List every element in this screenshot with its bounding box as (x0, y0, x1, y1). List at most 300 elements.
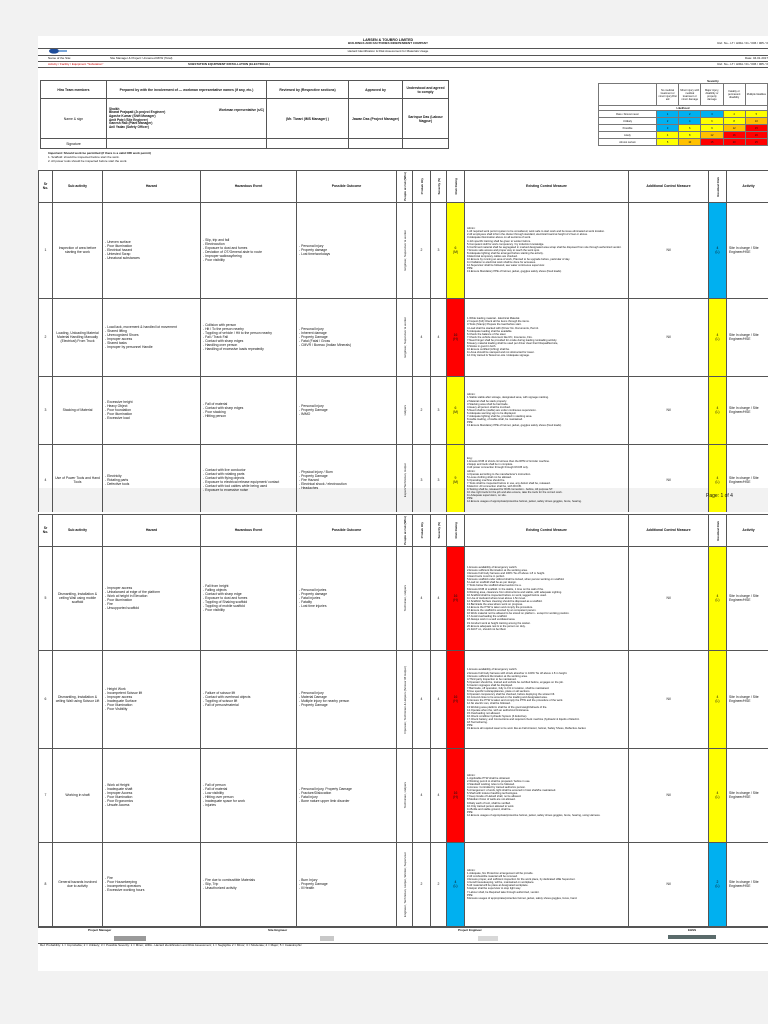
company-division: BUILDINGS AND FACTORIES INDEPENDENT COMPANY (348, 41, 428, 45)
residual-value: 4 (716, 594, 719, 599)
col-sev-label: Severity (S) (436, 178, 441, 195)
activity-cell (53, 202, 103, 298)
control-item: 8.Ensure RCB of scaffold. In the stable, 1 time on the wall of the. (467, 587, 544, 591)
sr-value: 7 (44, 793, 47, 798)
hazard-item: - Excessive working hours (105, 888, 145, 893)
ref-number: Ref. No.- LT / HIRA / 01 / 006 / 005 / 0 (717, 41, 768, 45)
col-sev (431, 515, 447, 547)
outcome-item: - Physical injury / Burn (299, 470, 333, 475)
control-item: 4.Hand tools must be in perfect. (467, 575, 505, 579)
col-event: Hazardous Event (201, 171, 297, 203)
hira-table-page-2 (38, 514, 768, 927)
activity-cell (53, 376, 103, 444)
control-item: Admin: (467, 868, 476, 872)
event-item: - Hit / To the person nearby (203, 327, 244, 332)
event-item: - Fall of material (203, 787, 228, 792)
additional-cell (629, 842, 709, 926)
approver-name: Jawan Das (Project Manager) (349, 99, 403, 139)
hazard-item: - Incompetent Scissor lift (105, 691, 143, 696)
page-number: Page: 1 of 4 (706, 493, 733, 499)
activity-cell (53, 748, 103, 842)
project-manager-label: Project Manager (88, 928, 112, 932)
additional-value: Nil (666, 248, 671, 253)
project-manager-line: Site Manager & Project: Unnamed RFW (Total) (110, 56, 173, 60)
hazard-cell (103, 748, 201, 842)
additional-value: Nil (666, 793, 671, 798)
col-residual-label: Residual Risk (715, 520, 720, 541)
control-item: 10.Ensure certified (Lifting) shall be. (467, 348, 510, 352)
control-item: 5.All material will be place at designated workplace. (467, 884, 529, 888)
event-item: - Electrocution (203, 242, 225, 247)
col-prob (413, 171, 431, 203)
matrix-cell: 4 (679, 118, 701, 125)
control-item: 4.Third party Inspection to be maintained. (467, 677, 517, 681)
event-item: - Slip, Trip (203, 882, 219, 887)
col-prob (413, 515, 431, 547)
event-cell (201, 650, 297, 748)
event-item: - Hitting person (203, 414, 226, 419)
col-person-label: People at risk (Who) (402, 516, 407, 545)
hazard-item: - Work at Height (105, 783, 130, 788)
control-item: 3.Tools (Stamp) Prepare the load before start. (467, 323, 522, 327)
person-value: Engineer, Supervisor & worker (402, 230, 407, 271)
hazard-item: - Fire (105, 876, 113, 881)
hazard-item: - Unsupported scaffold (105, 606, 140, 611)
control-item: 12.Ensure usages of appropriate/protective helmet, jacket, safety shoes goggles, fence, hearing, using Harness. (467, 813, 601, 817)
name-sign-label: Name & sign (41, 99, 107, 139)
matrix-cell: 12 (723, 125, 745, 132)
hazard-item: - Unsafe Access (105, 803, 130, 808)
hazard-item: - Poor Ergonomics (105, 799, 134, 804)
signature-label: Signature (41, 139, 107, 149)
hazard-item: - Poor Housekeeping (105, 880, 137, 885)
outcome-item: - Personal Injuries (299, 588, 327, 593)
control-item: 21.FACT on, should not be lifted. (467, 627, 507, 631)
control-item: 12.Supervisor shall be followed, see water continuous supervisor. (467, 264, 545, 268)
outcome-item: - Ill Health (299, 886, 315, 891)
prepared-header: Prepared by with the involvement of — workman representative names (if any, etc.) (107, 81, 267, 99)
table-row (39, 842, 768, 926)
control-item: 12.Scaffold: Surface cleaning should be disposed as a scaffold. (467, 599, 543, 603)
outcome-item: - Fatal injuries (299, 596, 321, 601)
sr-value: 1 (44, 248, 47, 253)
col-hazard: Hazard (103, 515, 201, 547)
risk-value: 16 (453, 594, 458, 599)
control-item: 10.Use right tools for the job and also ensure, take the tools for the correct work. (467, 491, 563, 495)
residual-value: 4 (716, 695, 719, 700)
col-person (397, 171, 413, 203)
divider (38, 61, 768, 62)
control-item: 18.Tool tethering. (467, 721, 488, 724)
control-item: 2.Working permit to shall be prepared / before in use. (467, 779, 531, 783)
residual-cell (709, 202, 727, 298)
outcome-item: - Lost time/workdays (299, 252, 331, 257)
outcome-cell (297, 202, 397, 298)
activity-cell (53, 546, 103, 650)
team-names (107, 99, 267, 139)
control-item: 5.Competent skill for work competency / by induction knowledge. (467, 242, 545, 246)
hazard-item: - Improper access (105, 695, 133, 700)
sr-value: 6 (44, 697, 47, 702)
note-title: Important: Should work be permitted (if there is a valid ORI work permit) (48, 151, 151, 155)
control-item: 1.All required work permit system to be considered, work safe to start work and be issue eliminated at work location. (467, 230, 605, 234)
person-cell (397, 748, 413, 842)
table-row (39, 546, 768, 650)
hazard-item: - Poor foundation (105, 408, 132, 413)
hazard-item: - Unrecognized Shoes (105, 333, 139, 338)
team-header: Hira Team members (41, 81, 107, 99)
page-2 (38, 512, 768, 971)
team-member: Amit Patel (Site Engineer) (109, 117, 148, 122)
event-item: - Fall of person (203, 783, 226, 788)
likelihood-row: Possible (599, 125, 657, 132)
sr-cell (39, 202, 53, 298)
risk-tag: (L) (453, 884, 458, 889)
control-item: 13.Ensure Mandatory PPE of helmet, jacket, goggles safety shoes (fixed loads) (467, 424, 562, 428)
control-item: 7.Tools shall be inspected before in use, any defect shall be, released. (467, 481, 551, 485)
col-residual (709, 171, 727, 203)
event-item: - Handling of excessive loads repeatedly (203, 347, 264, 352)
control-item: 10.Ground close to be ensured on the loading and designated area. (467, 696, 548, 700)
event-item: - Unauthorized activity (203, 886, 237, 891)
control-item: Admin: (467, 393, 476, 397)
event-cell (201, 748, 297, 842)
residual-value: 4 (716, 791, 719, 796)
matrix-cell: 1 (657, 111, 679, 118)
matrix-cell: 4 (723, 111, 745, 118)
hazard-item: - Electrical hazard (105, 248, 133, 253)
form-title: Hazard Identification & Risk Assessment for Materials Usage (347, 49, 429, 53)
matrix-cell: 10 (679, 139, 701, 146)
control-item: 13.Working area platform shall be of the good weight/wheels of the. (467, 705, 548, 709)
responsibility-cell (727, 842, 768, 926)
outcome-item: - Burn Injury (299, 878, 318, 883)
note-2: 2. All power tools should be inspected before start the work. (48, 159, 128, 163)
risk-value: 9 (454, 476, 457, 481)
person-value: Helpers (402, 405, 407, 416)
person-cell (397, 202, 413, 298)
control-item: 2.All combustible material will be removed. (467, 875, 518, 879)
controls-cell (465, 202, 629, 298)
event-item: - Contact with rotating parts (203, 472, 245, 477)
additional-cell (629, 546, 709, 650)
additional-value: Nil (666, 596, 671, 601)
outcome-item: - Personal Injury (299, 404, 324, 409)
outcome-item: - Inherent damage (299, 331, 327, 336)
hazard-cell (103, 546, 201, 650)
table-row (39, 202, 768, 298)
risk-cell (447, 444, 465, 516)
outcome-item: - Property Damage (299, 408, 328, 413)
residual-tag: (L) (715, 795, 720, 800)
risk-value: 16 (453, 791, 458, 796)
control-item: 1.Ensure availability of Emergency switch. (467, 668, 518, 672)
outcome-item: - Electrical shock / electrocution (299, 482, 347, 487)
sev-cell (431, 376, 447, 444)
event-item: - Contact with tool cables while being used (203, 484, 268, 489)
activity-value: Loading, Unloading Material Material Handling Manually (Electrical) From Truck (56, 331, 99, 344)
sr-value: 3 (44, 408, 47, 413)
risk-cell (447, 842, 465, 926)
control-item: 6.Load on scaffold shall be as per design. (467, 581, 517, 585)
residual-tag: (L) (715, 699, 720, 704)
risk-tag: (M) (452, 250, 459, 255)
prob-cell (413, 298, 431, 376)
col-controls: Existing Control Measure (465, 171, 629, 203)
activity-value: Working in shaft (65, 793, 90, 798)
hazard-item: - Excessive load (105, 416, 130, 421)
prob-cell (413, 202, 431, 298)
sr-cell (39, 842, 53, 926)
event-item: - Fall of person/material (203, 703, 239, 708)
event-item: - Toppling of Shaking scaffold (203, 600, 248, 605)
hazard-item: - Improper access (105, 337, 133, 342)
col-prob-label: Probab ility (419, 522, 424, 539)
risk-value: 16 (453, 695, 458, 700)
agreed-name: Sarinpur Das (Labour Nagpur) (403, 99, 449, 139)
table-row (39, 376, 768, 444)
event-item: - Improper walkway/being (203, 254, 242, 259)
event-item: - Exposure to excessive noise (203, 488, 249, 493)
control-item: 2.Equip and tools shall be in complete. (467, 463, 514, 467)
risk-value: 16 (453, 333, 458, 338)
matrix-cell: 25 (745, 139, 767, 146)
controls-cell (465, 748, 629, 842)
event-item: - Contact with sharp edges (203, 339, 244, 344)
col-responsibility: Activity (727, 171, 768, 203)
event-cell (201, 842, 297, 926)
control-item: 11.Ensure the PTW is taken and comply the PTW and the procedure of the work. (467, 699, 564, 703)
event-cell (201, 376, 297, 444)
signature-cell (107, 139, 267, 149)
matrix-cell: 2 (679, 111, 701, 118)
event-item: - Slip, trip and fall (203, 238, 230, 243)
additional-cell (629, 444, 709, 516)
risk-value: 6 (454, 246, 457, 251)
sr-cell (39, 376, 53, 444)
event-item: - Fall / Track Fall (203, 335, 229, 340)
col-risk-label: Risk Rating (453, 178, 458, 195)
signature-image (320, 936, 334, 941)
responsibility-cell (727, 376, 768, 444)
matrix-cell: 2 (657, 118, 679, 125)
residual-value: 2 (716, 880, 719, 885)
sev-value: 4 (437, 793, 440, 798)
control-item: 2.Ensure Full body harness with shock absorber in 100% Tie off above 1.8 m height. (467, 671, 568, 675)
sr-cell (39, 650, 53, 748)
control-item: 4.Access: Controlled by trained authorize person. (467, 786, 526, 790)
team-member: Agashe Kumar (Shift Manager) (109, 113, 156, 118)
col-prob-label: Probab ility (419, 178, 424, 195)
outcome-item: - Fire Hazard (299, 478, 319, 483)
matrix-cell: 5 (657, 139, 679, 146)
controls-cell (465, 298, 629, 376)
matrix-cell: 12 (701, 132, 723, 139)
residual-value: 4 (716, 246, 719, 251)
additional-cell (629, 748, 709, 842)
additional-cell (629, 298, 709, 376)
additional-value: Nil (666, 882, 671, 887)
control-item: 10.Ensure by running an area of work, Planned to be upgrade before, particular of day. (467, 258, 571, 262)
residual-tag: (L) (715, 598, 720, 603)
outcome-cell (297, 842, 397, 926)
team-member: Shaikh (109, 106, 120, 111)
responsibility-value: Site In charge / Site Engineer/HSE (729, 695, 759, 704)
risk-value: 4 (454, 880, 457, 885)
event-item: - Contact with overhead objects (203, 695, 251, 700)
risk-cell (447, 748, 465, 842)
risk-cell (447, 202, 465, 298)
matrix-cell: 15 (745, 125, 767, 132)
person-cell (397, 650, 413, 748)
control-item: 10.Only trained person allowed to work. (467, 804, 515, 808)
matrix-cell: 8 (679, 132, 701, 139)
control-item: 11.Bottle and stable ground, shall be... (467, 807, 513, 811)
hazard-item: - Inadequate Surface (105, 699, 137, 704)
col-additional: Additional Control Measure (629, 171, 709, 203)
person-cell (397, 376, 413, 444)
activity-value: Inspection of area before starting the work (58, 246, 97, 255)
additional-cell (629, 202, 709, 298)
residual-cell (709, 546, 727, 650)
additional-value: Nil (666, 335, 671, 340)
control-item: 6.Check the balance of the steel. (467, 332, 507, 336)
residual-tag: (L) (715, 410, 720, 415)
hazard-cell (103, 298, 201, 376)
signature-cell (349, 139, 403, 149)
event-item: - Fire due to combustible Materials (203, 878, 256, 883)
control-item: 5.Arrangement: of work, light shall be ensured in hoist shaft/be maintained. (467, 789, 557, 793)
control-item: 1.Ensure availability of Emergency switch. (467, 565, 518, 569)
risk-tag: (H) (453, 699, 458, 704)
responsibility-value: Site In charge / Site Engineer/HSE (729, 594, 759, 603)
responsibility-value: Site In charge / Site Engineer/HSE (729, 880, 759, 889)
matrix-cell: 5 (745, 111, 767, 118)
hazard-item: - Improper access (105, 586, 133, 591)
workman-rep: Workman representative (s/C) (218, 107, 264, 112)
event-item: - Collision with person (203, 323, 237, 328)
responsibility-cell (727, 546, 768, 650)
company-name: LARSEN & TOUBRO LIMITED (362, 38, 414, 42)
hazard-item: - Load lack, movement & handled lot movement (105, 325, 177, 330)
risk-cell (447, 376, 465, 444)
event-item: - Poor stacking (203, 410, 226, 415)
project-name: Name of the Site: (48, 56, 72, 60)
likelihood-row: Rare / Almost never (599, 111, 657, 118)
hazard-item: - Fire (105, 602, 113, 607)
control-item: PPE: (467, 497, 474, 501)
reviewer-name: (Mr. Tiwari (IMS Manager) ) (267, 99, 349, 139)
date-line: Date: 04.01.2017 (744, 56, 768, 60)
hazard-item: - Poor Illumination (105, 703, 133, 708)
control-item: 20.Ensure adequate rest & to the person on duty. (467, 624, 526, 628)
hazard-item: - Shared tasks (105, 341, 127, 346)
control-item: PPE: (467, 810, 474, 814)
control-item: 1.Stable stable after storage, designated area, with signage marking. (467, 396, 549, 400)
control-item: 9.Stroke in good in both. (467, 345, 497, 349)
residual-value: 4 (716, 333, 719, 338)
hazard-item: - Incompetent operators (105, 884, 141, 889)
event-cell (201, 546, 297, 650)
activity-title: SUBSTATION EQUIPMENT INSTALLATION (ELECTRICAL) (188, 62, 270, 66)
activity-cell (53, 842, 103, 926)
responsibility-cell (727, 748, 768, 842)
outcome-item: - Property Damage (299, 703, 328, 708)
control-item: 9.Operator competency shall be checked, before deploying the scissor lift. (467, 693, 555, 697)
control-item: 7.Need hinger shall be provided for onsite during loading /unloading activity. (467, 338, 558, 342)
control-item: 3.Ensure Full body harness and 100% Tie off above 1.8 m height. (467, 572, 545, 576)
control-item: 7.Check the vehicle document like RC, Insurance, Fire. (467, 335, 533, 339)
sev-cell (431, 748, 447, 842)
sr-value: 5 (44, 596, 47, 601)
control-item: 9.Testing shall be, released for RCB connection - before, All purpose ST. (467, 488, 554, 492)
outcome-item: - Material Damage (299, 695, 327, 700)
outcome-cell (297, 444, 397, 516)
legend-note: Rel: Probability: 1 = Improbable; 2 = Unlikely; 3 = Possible Severity: 1 = Minor, HIRA - Hazard identification and Risk Assessment; 1 = Negligible 2 = Minor; 3 = Moderate; 4 = Major; 5 = Catastrophic (40, 944, 302, 947)
controls-cell (465, 842, 629, 926)
outcome-item: - Fatality (299, 600, 312, 605)
activity-value: Stacking of Material (62, 408, 93, 413)
outcome-item: - Bone nature upper limb disorder (299, 799, 350, 804)
control-item: 8.Heavy material loading shall be used per driver clear their Disqualified site, (467, 341, 559, 345)
sr-value: 4 (44, 478, 47, 483)
control-item: 8.Medium throw of wells are not allowed. (467, 798, 516, 802)
site-engineer-label: Site Engineer (268, 928, 288, 932)
ehss-label: EHSS (688, 928, 697, 932)
hazard-item: - Poor illumination (105, 244, 133, 249)
control-item: 13.Barricade the area where work on progress. (467, 602, 524, 606)
table-header-row (39, 171, 768, 203)
event-item: - Hitting over person (203, 795, 234, 800)
event-item: - Toppling of vehicle / Hit to the person nearby (203, 331, 272, 336)
control-item: 4.Heavy all person shall be involved. (467, 405, 511, 409)
prob-cell (413, 546, 431, 650)
outcome-item: - CMVR / Bureau (Indian Minerals) (299, 343, 352, 348)
residual-cell (709, 376, 727, 444)
signoff-table (40, 80, 449, 149)
signature-cell (267, 139, 349, 149)
activity-cell (53, 444, 103, 516)
control-item: 1.While loading material - Electrical Material. (467, 317, 521, 321)
event-item: - Contact with sharp edges (203, 406, 244, 411)
matrix-cell: 8 (723, 118, 745, 125)
project-engineer-label: Project Engineer (458, 928, 482, 932)
control-item: 18.Always work in a well ventilated area. (467, 618, 516, 622)
hazard-item: - Shared lifting (105, 329, 127, 334)
controls-cell (465, 546, 629, 650)
sr-cell (39, 444, 53, 516)
outcome-item: - Fatal (Fatal / Gross (299, 339, 331, 344)
risk-tag: (H) (453, 795, 458, 800)
col-person-label: People at risk (Who) (402, 172, 407, 201)
severity-title: Severity (707, 79, 719, 83)
signature-image (668, 935, 716, 939)
control-item: 7.Keep Grade of Hazard shall, no be allowed. (467, 795, 522, 799)
outcome-item: - Property damage (299, 248, 328, 253)
control-item: 11.Use of toeboard where level above 1.5m level. (467, 596, 526, 600)
event-cell (201, 298, 297, 376)
likelihood-row: Unlikely (599, 118, 657, 125)
event-item: - Poor visibility (203, 258, 225, 263)
outcome-item: - Personal Injury (299, 691, 324, 696)
prob-value: 4 (420, 793, 423, 798)
sr-cell (39, 546, 53, 650)
hazard-item: - Unnatural substances (105, 256, 140, 261)
control-item: 4.Load shall be stacked with (Driver No. Documents, Permit. (467, 326, 539, 330)
sr-cell (39, 748, 53, 842)
outcome-item: - Fatal injury (299, 795, 318, 800)
signature-cell (403, 139, 449, 149)
